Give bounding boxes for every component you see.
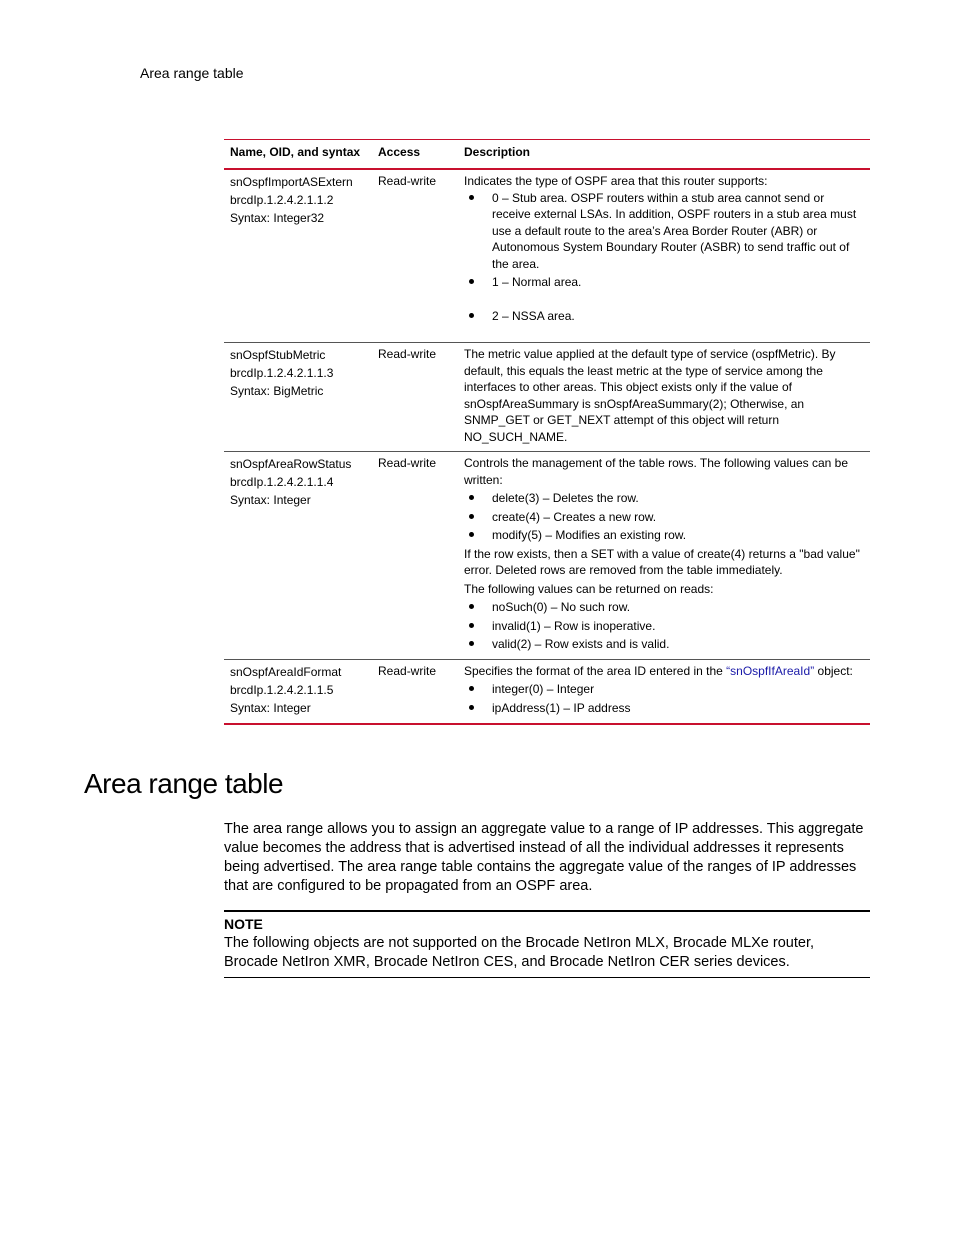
list-item: valid(2) – Row exists and is valid. [464,636,864,653]
list-item: 2 – NSSA area. [464,308,864,325]
object-oid: brcdIp.1.2.4.2.1.1.3 [230,366,334,380]
table-row [224,659,870,723]
access-cell: Read-write [378,347,437,361]
list-item: create(4) – Creates a new row. [464,509,864,526]
note-text: The following objects are not supported on the Brocade NetIron MLX, Brocade MLXe router, Brocade NetIron XMR, Brocade NetIron CES, and Brocade NetIron CER series devices. [224,935,815,970]
description-intro: Controls the management of the table rows. The following values can be written: [464,456,848,487]
intro-text-end: object: [814,663,853,678]
object-name: snOspfImportASExtern [230,175,353,189]
list-item: integer(0) – Integer [464,681,864,698]
list-item: invalid(1) – Row is inoperative. [464,618,864,635]
note-label: NOTE [224,916,263,932]
table-row [224,451,870,659]
running-header: Area range table [140,65,244,81]
list-item: noSuch(0) – No such row. [464,599,864,616]
column-header-access: Access [378,145,421,159]
object-syntax: Syntax: Integer [230,493,311,507]
snospfifareaid-link[interactable]: “snOspfIfAreaId” [726,663,815,678]
description-intro-2: The following values can be returned on reads: [464,581,714,596]
description-cell [458,343,870,451]
intro-text: Specifies the format of the area ID entered in the [464,663,727,678]
object-name: snOspfStubMetric [230,348,326,362]
description-intro: Indicates the type of OSPF area that this router supports: [464,174,768,188]
description-cell [458,660,870,723]
description-intro [464,663,864,680]
description-cell [458,170,870,342]
bullet-list [464,599,864,653]
column-header-description: Description [464,145,531,159]
object-name: snOspfAreaRowStatus [230,457,352,471]
list-item: modify(5) – Modifies an existing row. [464,527,864,544]
description-text: The metric value applied at the default type of service (ospfMetric). By default, this equals the least metric at the type of service among the interfaces to other areas. This object exists only if the value of snOspfAreaSummary is snOspfAreaSummary(2); Otherwise, an SNMP_GET or GET_NEXT attempt of this object will return NO_SUCH_NAME. [464,347,836,444]
section-body: The area range allows you to assign an aggregate value to a range of IP addresses. This aggregate value becomes the address that is advertised instead of all the individual addresses it represents being advertised. The area range table contains the aggregate value of the ranges of IP addresses that are configured to be propagated from an OSPF area. [224,821,864,894]
object-name: snOspfAreaIdFormat [230,664,342,679]
table-row [224,170,870,342]
section-title: Area range table [84,768,284,799]
object-syntax: Syntax: BigMetric [230,384,324,398]
object-oid: brcdIp.1.2.4.2.1.1.5 [230,682,334,697]
list-item: 1 – Normal area. [464,274,864,291]
column-header-name: Name, OID, and syntax [230,145,361,159]
object-syntax: Syntax: Integer32 [230,211,325,225]
description-cell [458,452,870,659]
object-syntax: Syntax: Integer [230,700,311,715]
description-middle: If the row exists, then a SET with a value of create(4) returns a "bad value" error. Deleted rows are removed from the table immediately. [464,546,860,577]
access-cell: Read-write [378,663,437,678]
list-item: delete(3) – Deletes the row. [464,490,864,507]
note-box [224,910,870,978]
object-oid: brcdIp.1.2.4.2.1.1.2 [230,193,334,207]
bullet-list [464,681,864,716]
object-name-cell [224,170,372,342]
mib-object-table [224,139,870,725]
bullet-list [464,490,864,544]
bullet-list [464,190,864,325]
table-row [224,342,870,451]
object-oid: brcdIp.1.2.4.2.1.1.4 [230,475,334,489]
list-item: 0 – Stub area. OSPF routers within a stub area cannot send or receive external LSAs. In addition, OSPF routers in a stub area must use a default route to the area’s Area Border Router (ABR) or Autonomous System Boundary Router (ASBR) to send traffic out of the area. [464,190,864,273]
access-cell: Read-write [378,456,437,470]
access-cell: Read-write [378,174,437,188]
list-item: ipAddress(1) – IP address [464,700,864,717]
object-name-cell [224,660,372,723]
object-name-cell [224,452,372,659]
object-name-cell [224,343,372,451]
table-header-row [224,140,870,170]
